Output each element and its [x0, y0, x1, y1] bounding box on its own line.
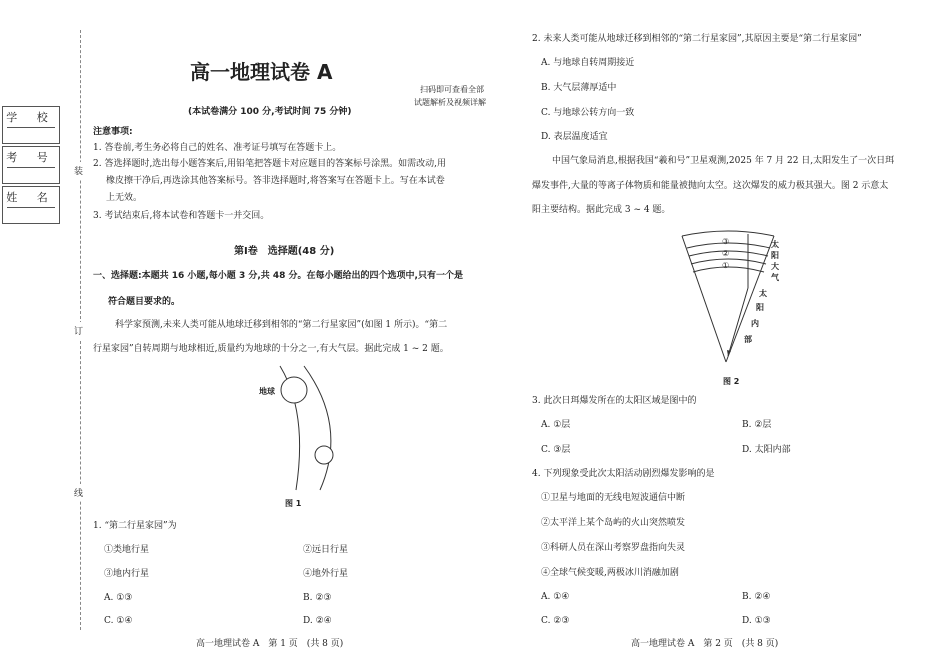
- passage2-b: 爆发事件,大量的等离子体物质和能量被抛向太空。这次爆发的威力极其强大。图 2 示意太: [532, 181, 889, 191]
- left-footer: 高一地理试卷 A 第 1 页 (共 8 页): [196, 639, 344, 649]
- q3-choice-a: A. ①层: [541, 420, 571, 430]
- name-field: [2, 186, 60, 224]
- fig1-caption: 图 1: [285, 499, 302, 508]
- q1-opt-4: ④地外行星: [303, 569, 349, 579]
- passage-b: 行星家园”自转周期与地球相近,质量约为地球的十分之一,有大气层。据此完成 1 ~ 2 题。: [93, 344, 449, 354]
- q2-choice-c: C. 与地球公转方向一致: [541, 108, 635, 118]
- fig2-label-int-2: 阳: [756, 303, 764, 312]
- q4-choice-c: C. ②③: [541, 616, 570, 626]
- q4-opt-3: ③科研人员在深山考察罗盘指向失灵: [541, 543, 686, 553]
- part-heading-a: 一、选择题:本题共 16 小题,每小题 3 分,共 48 分。在每小题给出的四个选项中,只有一个是: [93, 271, 463, 281]
- q2-choice-a: A. 与地球自转周期接近: [541, 58, 635, 68]
- fig2-label-atm-1: 太: [771, 240, 779, 249]
- q1-choice-d: D. ②④: [303, 616, 332, 626]
- notice-3: 3. 考试结束后,将本试卷和答题卡一并交回。: [93, 211, 270, 221]
- second-planet-orbit: [304, 366, 331, 490]
- fig2-label-atm-2: 阳: [771, 251, 779, 260]
- scan-note-2: 试题解析及视频详解: [414, 98, 486, 107]
- notice-2c: 上无效。: [106, 193, 143, 203]
- binding-mark-ding: 订: [74, 322, 83, 339]
- figure-1: [256, 362, 348, 492]
- scan-note-1: 扫码即可查看全部: [420, 85, 484, 94]
- q1-choice-b: B. ②③: [303, 593, 332, 603]
- school-field: [2, 106, 60, 144]
- exam-number-field: [2, 146, 60, 184]
- q3-choice-c: C. ③层: [541, 445, 571, 455]
- figure-2: [676, 228, 786, 368]
- q4-stem: 4. 下列现象受此次太阳活动剧烈爆发影响的是: [532, 469, 715, 479]
- q3-stem: 3. 此次日珥爆发所在的太阳区域是图中的: [532, 396, 697, 406]
- q4-choice-a: A. ①④: [541, 592, 570, 602]
- q4-opt-1: ①卫星与地面的无线电短波通信中断: [541, 493, 686, 503]
- q2-choice-b: B. 大气层薄厚适中: [541, 83, 617, 93]
- fig2-label-int-1: 太: [759, 289, 767, 298]
- fig1-earth-label: 地球: [259, 387, 275, 396]
- fig2-label-atm-3: 大: [771, 262, 779, 271]
- q1-stem: 1. “第二行星家园”为: [93, 521, 177, 531]
- part-heading-b: 符合题目要求的。: [108, 297, 181, 307]
- passage2-a: 中国气象局消息,根据我国“羲和号”卫星观测,2025 年 7 月 22 日,太阳发生了一次日珥: [552, 156, 895, 166]
- notice-2a: 2. 答选择题时,选出每小题答案后,用铅笔把答题卡对应题目的答案标号涂黑。如需改动,用: [93, 159, 447, 169]
- q3-choice-d: D. 太阳内部: [742, 445, 791, 455]
- fig2-caption: 图 2: [723, 377, 740, 386]
- notice-heading: 注意事项:: [93, 127, 133, 137]
- school-label: 学 校: [6, 111, 56, 124]
- exam-number-label: 考 号: [6, 151, 56, 164]
- q3-choice-b: B. ②层: [742, 420, 772, 430]
- fig2-label-int-4: 部: [744, 335, 752, 344]
- q1-choice-c: C. ①④: [104, 616, 133, 626]
- notice-1: 1. 答卷前,考生务必将自己的姓名、准考证号填写在答题卡上。: [93, 143, 342, 153]
- q4-choice-d: D. ①③: [742, 616, 771, 626]
- fig2-label-atm-4: 气: [771, 273, 779, 282]
- passage-a: 科学家预测,未来人类可能从地球迁移到相邻的“第二行星家园”(如图 1 所示)。“第二: [115, 320, 448, 330]
- exam-title: 高一地理试卷 A: [190, 60, 333, 84]
- notice-2b: 橡皮擦干净后,再选涂其他答案标号。答非选择题时,将答案写在答题卡上。写在本试卷: [106, 176, 445, 186]
- q2-choice-d: D. 表层温度适宜: [541, 132, 608, 142]
- q1-opt-2: ②远日行星: [303, 545, 349, 555]
- q1-opt-1: ①类地行星: [104, 545, 150, 555]
- q4-opt-4: ④全球气候变暖,两极冰川消融加剧: [541, 568, 679, 578]
- passage2-c: 阳主要结构。据此完成 3 ~ 4 题。: [532, 205, 671, 215]
- fig2-layer-3: ③: [722, 237, 730, 246]
- fig2-layer-1: ①: [722, 261, 730, 270]
- right-footer: 高一地理试卷 A 第 2 页 (共 8 页): [631, 639, 779, 649]
- section-title: 第Ⅰ卷 选择题(48 分): [234, 246, 335, 257]
- fig2-layer-2: ②: [722, 249, 730, 258]
- binding-mark-xian: 线: [74, 484, 83, 501]
- interior-arrow: [728, 288, 748, 356]
- q1-opt-3: ③地内行星: [104, 569, 150, 579]
- score-info: (本试卷满分 100 分,考试时间 75 分钟): [188, 107, 352, 117]
- sector-left-edge: [682, 236, 726, 362]
- fig2-label-int-3: 内: [751, 319, 759, 328]
- name-label: 姓 名: [6, 191, 56, 204]
- q1-choice-a: A. ①③: [104, 593, 133, 603]
- earth-circle: [281, 377, 307, 403]
- q2-stem: 2. 未来人类可能从地球迁移到相邻的“第二行星家园”,其原因主要是“第二行星家园”: [532, 34, 862, 44]
- binding-mark-zhuang: 装: [74, 162, 83, 179]
- q4-opt-2: ②太平洋上某个岛屿的火山突然喷发: [541, 518, 686, 528]
- second-planet-circle: [315, 446, 333, 464]
- q4-choice-b: B. ②④: [742, 592, 771, 602]
